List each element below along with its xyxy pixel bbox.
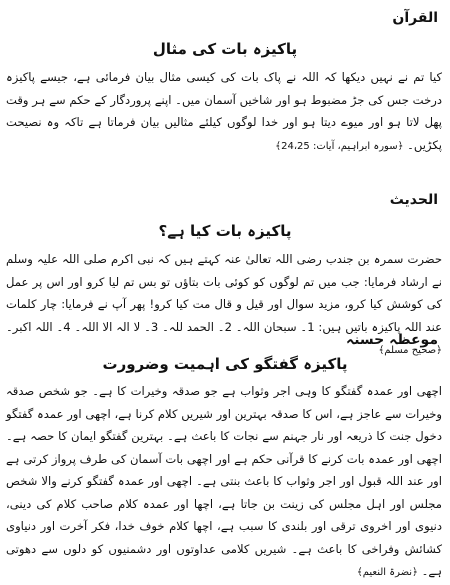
quran-section-label: القرآن	[392, 10, 438, 26]
mauiza-section-label: موعظہ حسنہ	[346, 332, 438, 348]
mauiza-paragraph-text: اچھی اور عمدہ گفتگو کا وہی اجر وثواب ہے جو صدقہ وخیرات کا ہے۔ جو شخص صدقہ وخیرات سے عاجز ہے، اس کا صدقہ بہترین اور شیریں کلام کرنا ہے، اچھی اور عمدہ گفتگو دخول جنت کا ذریعہ اور نار جہنم سے نجات کا باعث ہے۔ بہترین گفتگو ایمان کا حصہ ہے۔ اچھی اور عمدہ بات کرنے کا قرآنی حکم ہے اور اچھی بات آسمان کی طرف پرواز کرتی ہے اور عند اللہ قبول اور اجر وثواب کا باعث بنتی ہے۔ اچھی اور عمدہ گفتگو کرنے والا شخص مجلس اور اہل مجلس کی زینت بن جاتا ہے، اچھا اور عمدہ کلام صاحب کلام کی دینی، دنیوی اور اخروی ترقی اور بلندی کا سبب ہے، اچھا کلام خوف خدا، فکر آخرت اور دنیاوی کشائش وفراخی کا باعث ہے۔ شیریں کلامی عداوتوں اور دشمنیوں کو دلوں سے دھوتی ہے۔	[6, 384, 442, 578]
hadith-section-title: پاکیزہ بات کیا ہے؟	[158, 222, 292, 240]
quran-paragraph-text: کیا تم نے نہیں دیکھا کہ اللہ نے پاک بات کی کیسی مثال بیان فرمائی ہے، جیسے پاکیزہ درخت جس کی جڑ مضبوط ہو اور شاخیں آسمان میں۔ اپنے پروردگار کے حکم سے ہر وقت پھل لاتا ہو اور میوے دیتا ہو اور خدا لوگوں کیلئے مثالیں بیان فرماتا ہے تاکہ وہ نصیحت پکڑیں۔	[6, 70, 442, 152]
quran-reference: ﴿سورہ ابراہیم، آیات: 24،25﴾	[275, 140, 404, 152]
hadith-paragraph-text: حضرت سمرہ بن جندب رضی اللہ تعالیٰ عنہ کہتے ہیں کہ نبی اکرم صلی اللہ علیہ وسلم نے ارشاد فرمایا: جب میں تم لوگوں کو کوئی بات بتاؤں تو بس تم لیا کرو اور اس پر عمل کی کوشش کیا کرو، مزید سوال اور قیل و قال مت کیا کرو! پھر آپ نے فرمایا: چار کلمات عند اللہ پاکیزہ باتیں ہیں: 1۔ سبحان اللہ۔ 2۔ الحمد للہ۔ 3۔ لا الہ الا اللہ۔ 4۔ اللہ اکبر۔	[6, 252, 442, 334]
mauiza-reference: ﴿نضرۃ النعیم﴾	[356, 567, 418, 578]
hadith-section-label: الحدیث	[389, 192, 438, 208]
mauiza-section-title: پاکیزہ گفتگو کی اہمیت وضرورت	[102, 355, 348, 373]
hadith-reference: ﴿صحیح مسلم﴾	[378, 345, 442, 356]
quran-section-title: پاکیزہ بات کی مثال	[152, 40, 298, 58]
mauiza-paragraph	[6, 380, 442, 585]
quran-paragraph	[6, 66, 442, 158]
